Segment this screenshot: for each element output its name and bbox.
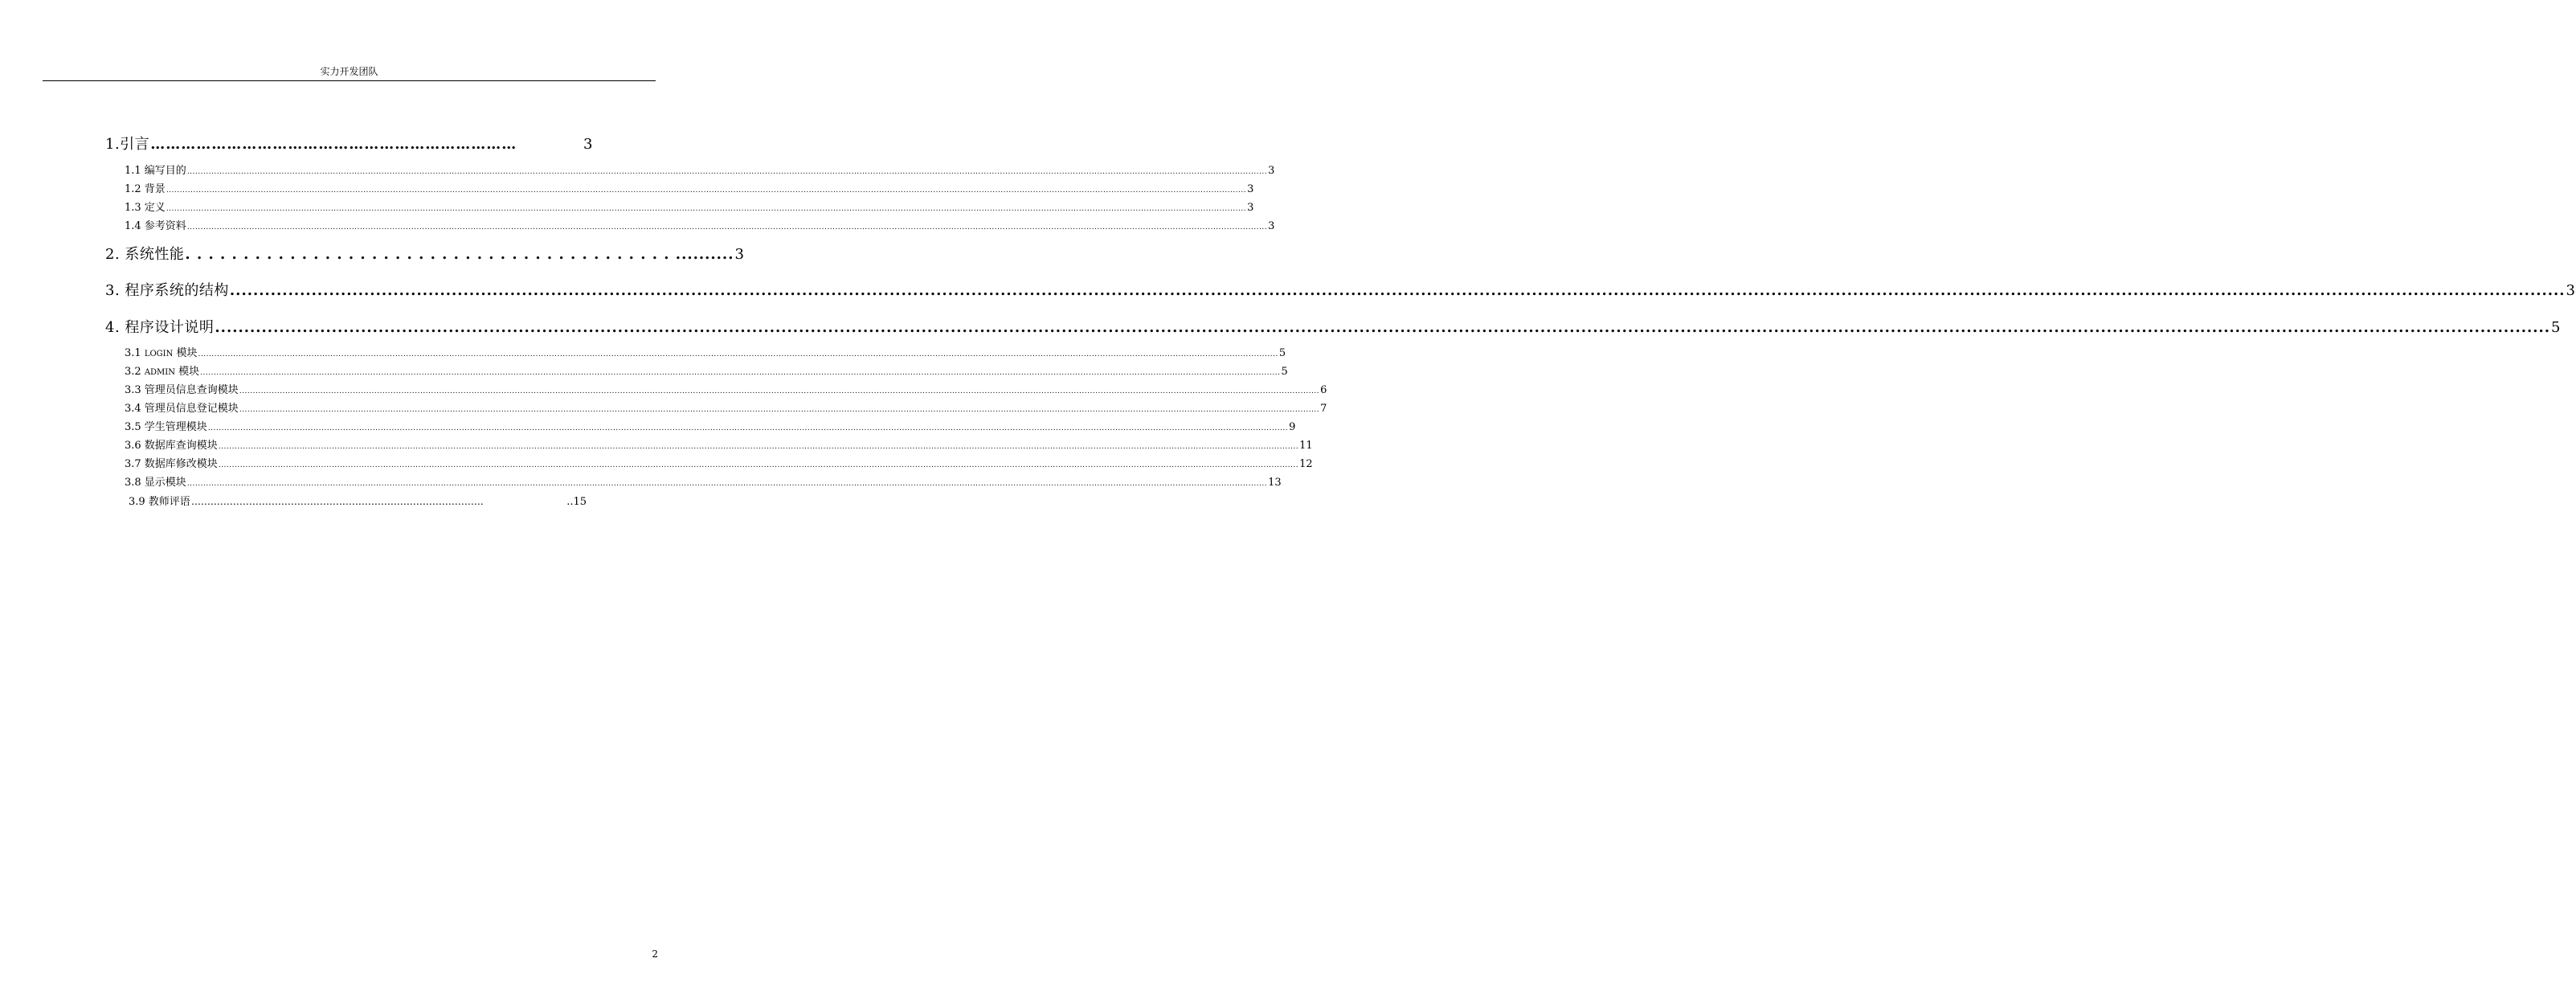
toc-entry-label: 3.1 LOGIN 模块	[125, 347, 198, 359]
toc-entry-1-2[interactable]	[125, 182, 1254, 198]
toc-leader-dots: ................................................................................................................................................................................................................................................................................................................................................................................................................	[207, 424, 1289, 432]
toc-entry-label: 4. 程序设计说明	[105, 319, 215, 336]
toc-leader-dots: ................................................................................................................................................................................................................................................................................................................................................................................................................	[215, 319, 2551, 336]
header-title: 实力开发团队	[320, 66, 378, 77]
toc-entry-1-4[interactable]	[125, 219, 1275, 235]
toc-entry-3-7[interactable]	[125, 457, 1313, 473]
toc-leader-dots: . . . . . . . . . . . . . . . . . . . . . . . . . . . . . . . . . . . . . . . . . . ..........	[185, 246, 734, 263]
toc-entry-label: 3.7 数据库修改模块	[125, 458, 218, 470]
toc-entry-page: 3	[2566, 282, 2576, 299]
toc-entry-label: 3. 程序系统的结构	[105, 282, 229, 299]
toc-entry-1-3[interactable]	[125, 201, 1254, 216]
toc-entry-label: 1.2 背景	[125, 183, 166, 195]
toc-leader-dots: ................................................................................................................................................................................................................................................................................................................................................................................................................	[239, 387, 1320, 395]
toc-entry-page: 5	[1281, 366, 1288, 378]
toc-entry-page: 3	[1268, 220, 1275, 232]
toc-entry-page: 13	[1268, 477, 1282, 489]
toc-entry-label: 3.5 学生管理模块	[125, 421, 207, 433]
toc-entry-label: 3.4 管理员信息登记模块	[125, 403, 239, 415]
toc-entry-page: 7	[1320, 403, 1327, 415]
toc-entry-page: 5	[2551, 319, 2561, 336]
toc-entry-label: 1.1 编写目的	[125, 165, 186, 177]
toc-entry-label: 1.引言	[105, 136, 150, 153]
toc-entry-page: 3	[1247, 183, 1254, 195]
toc-entry-page: 3	[1247, 202, 1254, 214]
toc-leader-dots: ................................................................................................................................................................................................................................................................................................................................................................................................................	[218, 443, 1299, 451]
toc-entry-page: 12	[1299, 458, 1313, 470]
page-number: 2	[652, 948, 658, 960]
toc-leader-dots: ................................................................................................................................................................................................................................................................................................................................................................................................................	[218, 461, 1299, 469]
toc-leader-dots: ................................................................................................................................................................................................................................................................................................................................................................................................................	[186, 223, 1268, 231]
toc-entry-3-4[interactable]	[125, 402, 1327, 417]
toc-leader-dots: ................................................................................................................................................................................................................................................................................................................................................................................................................	[186, 480, 1268, 488]
toc-entry-label: 3.8 显示模块	[125, 477, 186, 489]
toc-entry-label: 3.9 教师评语	[129, 496, 190, 508]
toc-leader-dots: ................................................................................................................................................................................................................................................................................................................................................................................................................	[166, 186, 1247, 195]
toc-entry-page: 5	[1278, 347, 1286, 359]
toc-leader-dots: ................................................................................................................................................................................................................................................................................................................................................................................................................	[198, 350, 1278, 358]
toc-leader-dots: ................................................................................................................................................................................................................................................................................................................................................................................................................	[229, 282, 2566, 299]
toc-entry-page: 6	[1320, 384, 1327, 396]
toc-entry-label: 1.3 定义	[125, 202, 166, 214]
toc-entry-4[interactable]	[105, 318, 2561, 338]
toc-entry-3[interactable]	[105, 281, 2576, 301]
toc-entry-page: 11	[1299, 440, 1313, 452]
toc-entry-3-6[interactable]	[125, 439, 1313, 454]
toc-entry-3-3[interactable]	[125, 383, 1327, 399]
toc-entry-3-9[interactable]	[129, 494, 587, 510]
toc-leader-dots: ................................................................................................................................................................................................................................................................................................................................................................................................................	[200, 369, 1281, 377]
toc-entry-page: 3	[583, 136, 593, 153]
toc-entry-1[interactable]	[105, 135, 593, 154]
toc-leader-dots: ................................................................................................................................................................................................................................................................................................................................................................................................................	[166, 205, 1247, 213]
toc-entry-label: 1.4 参考资料	[125, 220, 186, 232]
toc-entry-3-2[interactable]	[125, 365, 1288, 380]
toc-entry-2[interactable]	[105, 245, 745, 264]
toc-leader-dots: ……………………………………………………………………………….	[190, 496, 484, 507]
toc-entry-3-8[interactable]	[125, 476, 1282, 491]
toc-entry-label: 3.6 数据库查询模块	[125, 440, 218, 452]
toc-entry-label: 2. 系统性能	[105, 246, 185, 263]
toc-leader-dots: ................................................................................................................................................................................................................................................................................................................................................................................................................	[186, 168, 1268, 176]
toc-entry-3-1[interactable]	[125, 346, 1286, 362]
toc-entry-label: 3.3 管理员信息查询模块	[125, 384, 239, 396]
toc-entry-1-1[interactable]	[125, 164, 1275, 179]
toc-entry-3-5[interactable]	[125, 420, 1296, 436]
toc-entry-page: ..15	[566, 496, 587, 508]
toc-entry-label: 3.2 ADMIN 模块	[125, 366, 200, 378]
toc-entry-page: 9	[1289, 421, 1296, 433]
toc-entry-page: 3	[734, 246, 745, 263]
login-caps-text: LOGIN	[144, 350, 174, 358]
toc-entry-page: 3	[1268, 165, 1275, 177]
admin-caps-text: ADMIN	[144, 368, 175, 377]
header-divider	[43, 80, 656, 81]
toc-leader-dots: ................................................................................................................................................................................................................................................................................................................................................................................................................	[239, 406, 1320, 414]
toc-leader-dots: ………………………………………………………………	[150, 136, 517, 153]
